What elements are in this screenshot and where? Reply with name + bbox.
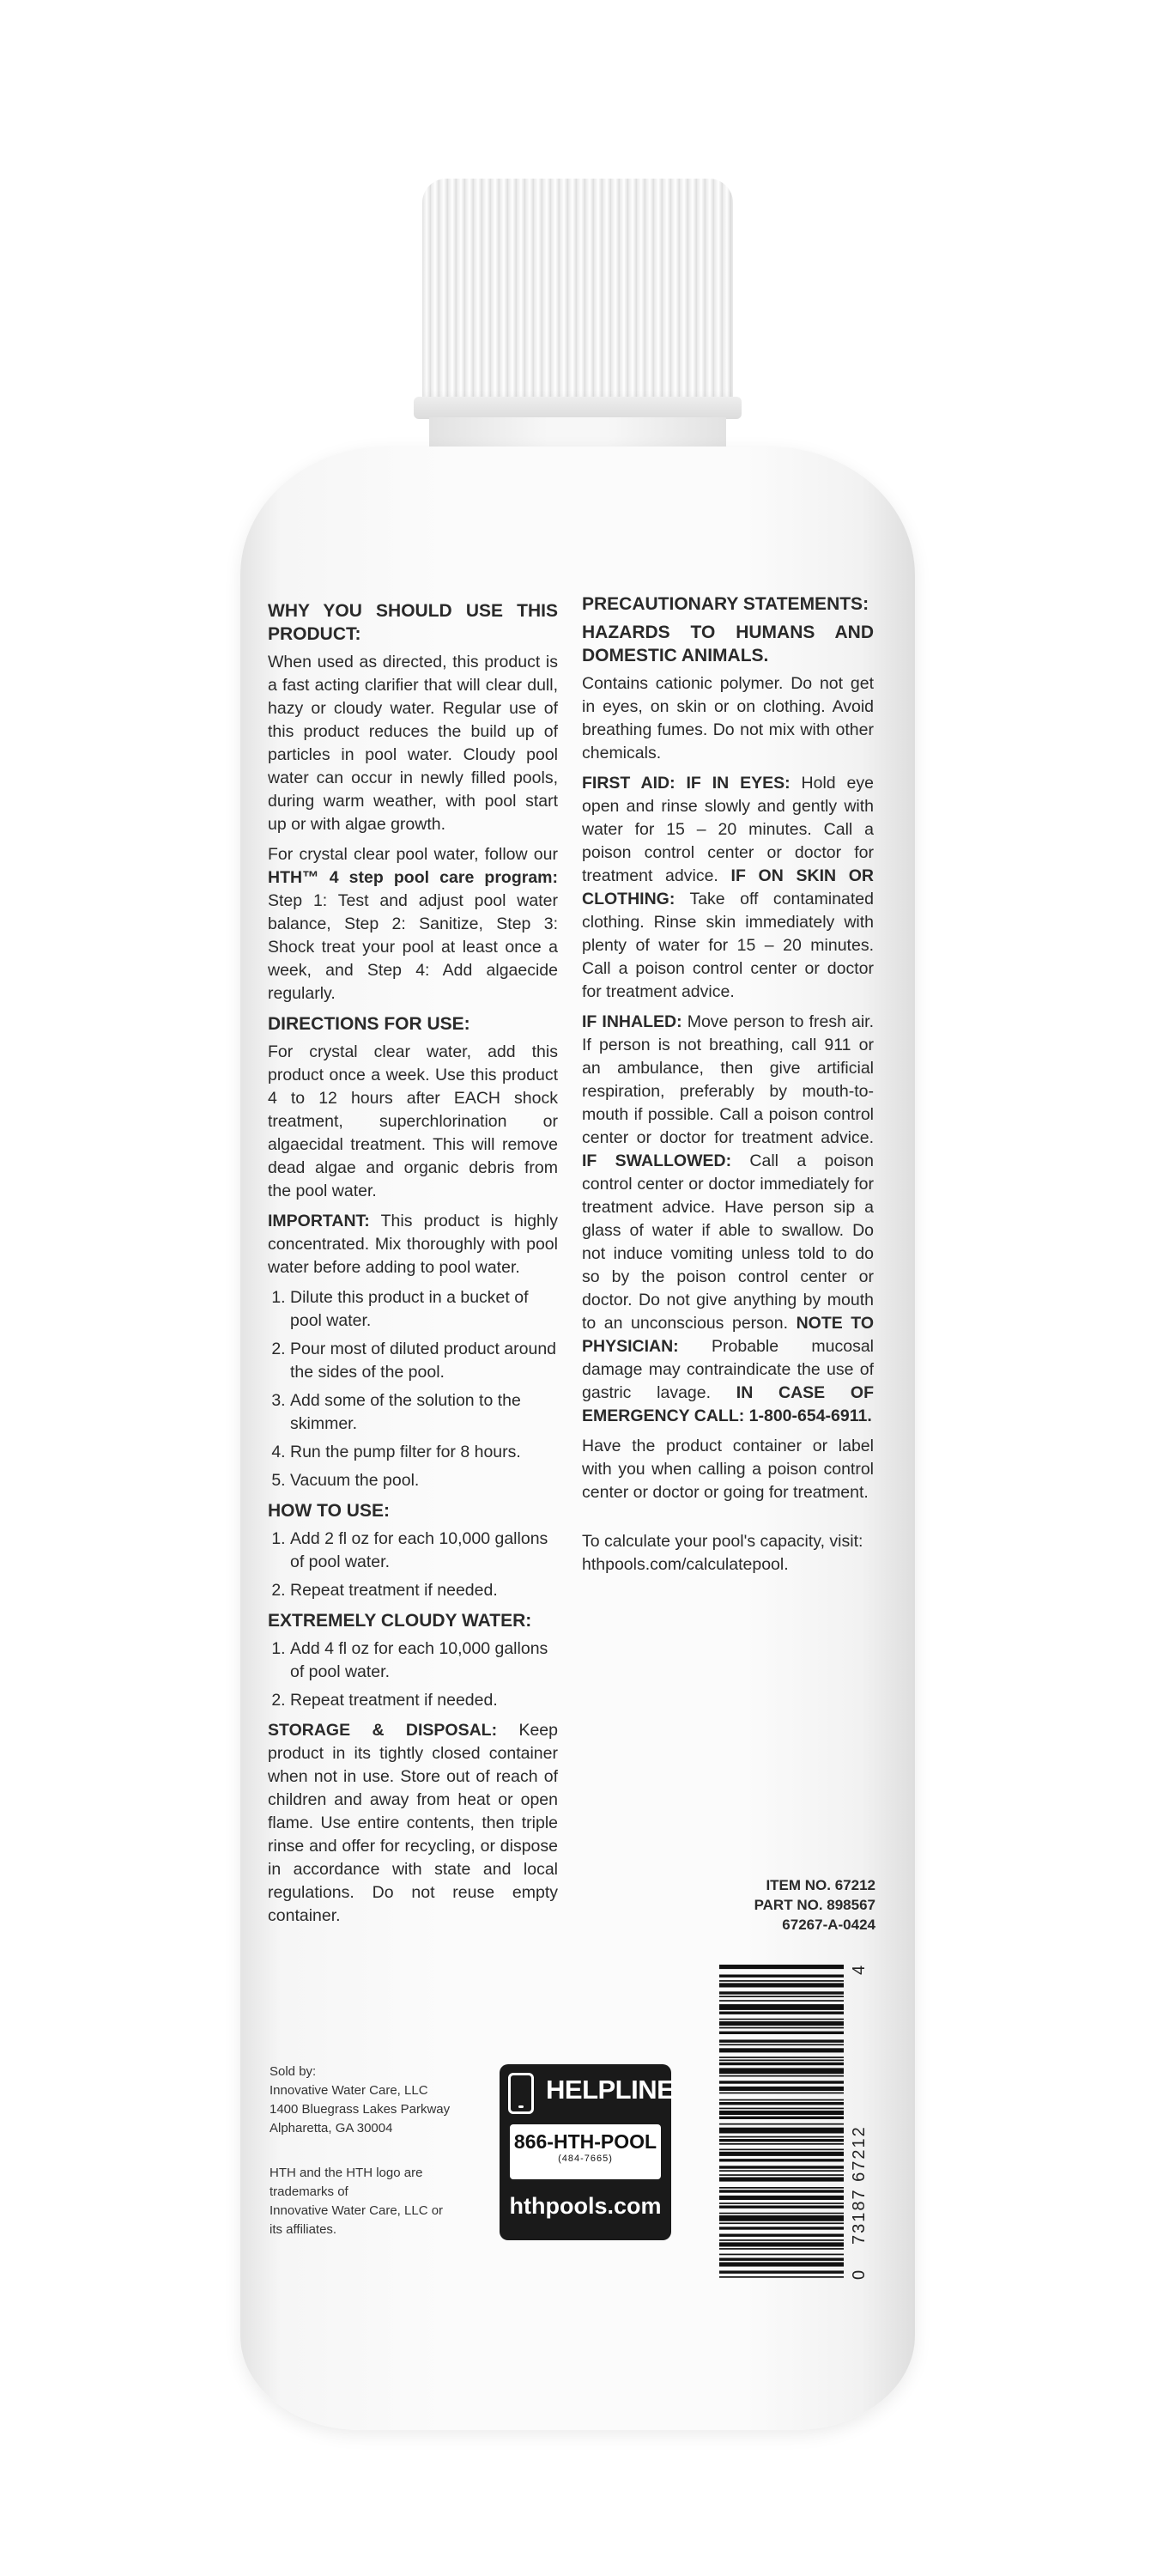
- list-item: 1. Dilute this product in a bucket of pool water.: [290, 1286, 558, 1333]
- list-item: 5. Vacuum the pool.: [290, 1469, 558, 1492]
- helpline-url: hthpools.com: [509, 2193, 662, 2219]
- storage-text: [268, 1719, 558, 1928]
- trademark-line: HTH and the HTH logo are: [270, 2166, 423, 2180]
- calc-line-1: To calculate your pool's capacity, visit:: [582, 1532, 863, 1551]
- barcode-bar: [719, 2143, 844, 2145]
- barcode-bar: [719, 2087, 844, 2091]
- why-heading: WHY YOU SHOULD USE THIS PRODUCT:: [268, 601, 558, 644]
- barcode-bar: [719, 2021, 844, 2026]
- barcode-bar: [719, 2234, 844, 2237]
- barcode-bar: [719, 2149, 844, 2151]
- barcode-bar: [719, 1983, 844, 1987]
- physician-bold: NOTE TO PHYSICIAN:: [582, 1314, 874, 1356]
- list-item: 1. Add 4 fl oz for each 10,000 gallons of pool water.: [290, 1637, 558, 1684]
- cap-ring: [414, 397, 742, 419]
- barcode-bar: [719, 2270, 844, 2273]
- calc-line-2: hthpools.com/calculatepool.: [582, 1555, 789, 1574]
- list-item: 2. Repeat treatment if needed.: [290, 1689, 558, 1712]
- helpline-title: HELPLINE: [546, 2075, 675, 2105]
- container-text: Have the product container or label with you when calling a poison control center or doctor or going for treatment.: [582, 1437, 874, 1502]
- barcode-bar: [719, 2202, 844, 2204]
- first-aid-bold: FIRST AID: IF IN EYES:: [582, 774, 791, 793]
- how-steps: [268, 1528, 558, 1602]
- precaution-heading: PRECAUTIONARY STATEMENTS:: [582, 594, 869, 614]
- barcode-bar: [719, 2276, 844, 2278]
- barcode-digits: 73187 67212: [850, 2125, 869, 2245]
- barcode-bar: [719, 2039, 844, 2042]
- barcode-bar: [719, 2136, 844, 2138]
- first-aid-body: Hold eye open and rinse slowly and gently with water for 15 – 20 minutes. Call a poison control center or doctor for treatment advice.: [582, 774, 874, 885]
- bottle-cap: [422, 179, 733, 410]
- storage-body: Keep product in its tightly closed container when not in use. Store out of reach of children and away from heat or open flame. Use entire contents, then triple rinse and offer for recycling, or dispose in accordance with state and local regulations. Do not reuse empty container.: [268, 1721, 558, 1925]
- barcode-bar: [719, 2128, 844, 2134]
- barcode-bar: [719, 2060, 844, 2062]
- barcode-bar: [719, 2190, 844, 2192]
- barcode-bar: [719, 2263, 844, 2267]
- barcode-bar: [719, 1980, 844, 1982]
- barcode-bar: [719, 2152, 844, 2156]
- barcode-bar: [719, 2123, 844, 2125]
- directions-heading: DIRECTIONS FOR USE:: [268, 1014, 470, 1034]
- barcode-bar: [719, 2099, 844, 2101]
- important-text: [268, 1210, 558, 1279]
- barcode-bar: [719, 2196, 844, 2200]
- storage-bold: STORAGE & DISPOSAL:: [268, 1721, 498, 1740]
- barcode-digit-first: 0: [850, 2269, 869, 2280]
- why-text: When used as directed, this product is a fast acting clarifier that will clear dull, hazy or cloudy water. Regular use of this product reduces the build up of particles in pool water. Cloudy pool water can occur in newly filled pools, during warm weather, with pool start up or with algae growth.: [268, 653, 558, 834]
- phone-icon: [508, 2073, 534, 2114]
- barcode-bar: [719, 2159, 844, 2161]
- seller-company: Innovative Water Care, LLC: [270, 2083, 428, 2098]
- sold-by-label: Sold by:: [270, 2064, 317, 2079]
- directions-steps: [268, 1286, 558, 1492]
- directions-text: For crystal clear water, add this product once a week. Use this product 4 to 12 hours after EACH shock treatment, superchlorination or algaecidal treatment. This will remove dead algae and organic debris from the pool water.: [268, 1042, 558, 1200]
- barcode-bar: [719, 2063, 844, 2065]
- barcode-bar: [719, 2166, 844, 2168]
- list-item: 2. Pour most of diluted product around the sides of the pool.: [290, 1338, 558, 1384]
- barcode-bar: [719, 2139, 844, 2142]
- barcode-bar: [719, 2057, 844, 2058]
- first-aid-text: [582, 772, 874, 1004]
- hazards-heading: HAZARDS TO HUMANS AND DOMESTIC ANIMALS.: [582, 623, 874, 665]
- barcode-bar: [719, 2222, 844, 2224]
- program-text: [268, 843, 558, 1005]
- swallowed-bold: IF SWALLOWED:: [582, 1151, 732, 1170]
- barcode-bar: [719, 1991, 844, 1994]
- skin-bold: IF ON SKIN OR CLOTHING:: [582, 866, 874, 908]
- barcode-bar: [719, 1975, 844, 1978]
- trademark-info: [270, 2164, 443, 2239]
- trademark-line: Innovative Water Care, LLC or: [270, 2203, 444, 2218]
- barcode-bar: [719, 2044, 844, 2045]
- program-text-part1: For crystal clear pool water, follow our: [268, 845, 558, 864]
- barcode-bar: [719, 2170, 844, 2172]
- hazards-text: Contains cationic polymer. Do not get in eyes, on skin or on clothing. Avoid breathing fumes. Do not mix with other chemicals.: [582, 674, 874, 762]
- emergency-bold: IN CASE OF EMERGENCY CALL: 1-800-654-6911.: [582, 1383, 874, 1425]
- program-text-part2: Step 1: Test and adjust pool water balance, Step 2: Sanitize, Step 3: Shock treat your pool at least once a week, and Step 4: Add algaecide regularly.: [268, 891, 558, 1003]
- item-code: 67267-A-0424: [782, 1917, 875, 1933]
- inhaled-text: [582, 1011, 874, 1428]
- barcode-bar: [719, 2242, 844, 2246]
- label-left-column: [268, 599, 558, 1935]
- helpline-badge: [500, 2064, 675, 2240]
- barcode-bar: [719, 2227, 844, 2229]
- important-body: This product is highly concentrated. Mix thoroughly with pool water before adding to pool water.: [268, 1212, 558, 1277]
- barcode-bar: [719, 2254, 844, 2256]
- barcode-bar: [719, 2081, 844, 2083]
- barcode-bar: [719, 2068, 844, 2074]
- barcode-bar: [719, 2178, 844, 2182]
- barcode-bar: [719, 2012, 844, 2014]
- cloudy-heading: EXTREMELY CLOUDY WATER:: [268, 1611, 532, 1631]
- barcode-bar: [719, 1965, 844, 1969]
- trademark-line: its affiliates.: [270, 2222, 337, 2237]
- barcode-bar: [719, 2117, 844, 2119]
- barcode-bar: [719, 2004, 844, 2010]
- barcode-bar: [719, 2019, 844, 2020]
- important-bold: IMPORTANT:: [268, 1212, 370, 1230]
- program-bold: HTH™ 4 step pool care program:: [268, 868, 558, 887]
- barcode-bar: [719, 2239, 844, 2241]
- physician-body: Probable mucosal damage may contraindicate the use of gastric lavage.: [582, 1337, 874, 1402]
- barcode-bar: [719, 2093, 844, 2094]
- seller-address-1: 1400 Bluegrass Lakes Parkway: [270, 2102, 451, 2117]
- list-item: 4. Run the pump filter for 8 hours.: [290, 1441, 558, 1464]
- barcode-bar: [719, 2258, 844, 2261]
- barcode-bar: [719, 2048, 844, 2052]
- helpline-number: 866-HTH-POOL: [513, 2130, 657, 2153]
- barcode-bar: [719, 2206, 844, 2208]
- label-right-column: [582, 592, 874, 1577]
- barcode-bar: [719, 2000, 844, 2002]
- item-numbers: [738, 1875, 875, 1935]
- barcode-bar: [719, 2215, 844, 2221]
- trademark-line: trademarks of: [270, 2184, 348, 2199]
- inhaled-bold: IF INHALED:: [582, 1012, 682, 1031]
- how-heading: HOW TO USE:: [268, 1501, 390, 1521]
- cloudy-steps: [268, 1637, 558, 1712]
- list-item: 3. Add some of the solution to the skimmer.: [290, 1389, 558, 1436]
- barcode-bar: [719, 2187, 844, 2189]
- barcode-bar: [719, 2032, 844, 2034]
- barcode-bar: [719, 2213, 844, 2215]
- barcode-bar: [719, 2111, 844, 2115]
- barcode-bar: [719, 2027, 844, 2029]
- helpline-digits: (484-7665): [558, 2154, 613, 2164]
- barcode-bar: [719, 1996, 844, 1997]
- seller-address-2: Alpharetta, GA 30004: [270, 2121, 393, 2136]
- list-item: 1. Add 2 fl oz for each 10,000 gallons of pool water.: [290, 1528, 558, 1574]
- barcode-bar: [719, 2248, 844, 2250]
- inhaled-body: Move person to fresh air. If person is not breathing, call 911 or an ambulance, then give artificial respiration, preferably by mouth-to-mouth if possible. Call a poison control center or doctor for treatment advice.: [582, 1012, 875, 1147]
- barcode-digit-last: 4: [850, 1965, 869, 1975]
- helpline-number-box: [510, 2124, 661, 2179]
- barcode-bar: [719, 2174, 844, 2176]
- skin-body: Take off contaminated clothing. Rinse skin immediately with plenty of water for 15 – 20 minutes. Call a poison control center or doctor for treatment advice.: [582, 890, 874, 1001]
- swallowed-body: Call a poison control center or doctor immediately for treatment advice. Have person sip a glass of water if able to swallow. Do not induce vomiting unless told to do so by the poison control center or doctor. Do not give anything by mouth to an unconscious person.: [582, 1151, 874, 1333]
- list-item: 2. Repeat treatment if needed.: [290, 1579, 558, 1602]
- barcode-bar: [719, 2108, 844, 2110]
- item-no: ITEM NO. 67212: [766, 1877, 875, 1893]
- part-no: PART NO. 898567: [754, 1897, 875, 1913]
- barcode-bar: [719, 2075, 844, 2077]
- barcode-bar: [719, 2102, 844, 2105]
- seller-info: [270, 2063, 450, 2138]
